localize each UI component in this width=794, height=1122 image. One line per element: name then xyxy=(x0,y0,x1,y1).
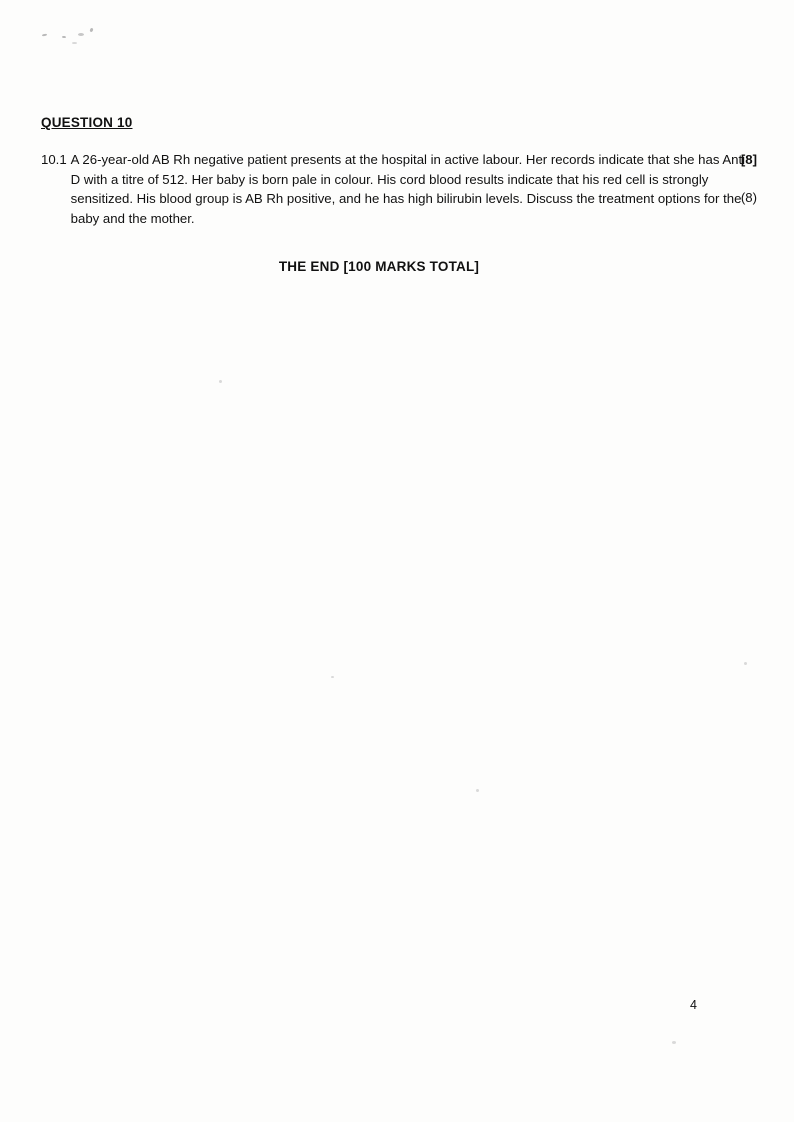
scan-speckle xyxy=(476,789,479,792)
scan-speckle xyxy=(672,1041,676,1044)
page-number: 4 xyxy=(690,998,697,1012)
question-block xyxy=(41,150,757,228)
question-text: A 26-year-old AB Rh negative patient presents at the hospital in active labour. Her records indicate that she has Anti D with a titre of 512. Her baby is born pale in colour. His cord blood results indicate that his red cell is strongly sensitized. His blood group is AB Rh positive, and he has high bilirubin levels. Discuss the treatment options for the baby and the mother. xyxy=(70,152,746,226)
scan-speckle xyxy=(219,380,222,383)
question-row xyxy=(41,150,757,228)
marks-total: [8] xyxy=(740,152,757,167)
marks-sub: (8) xyxy=(740,189,757,205)
scan-speckle xyxy=(744,662,747,665)
scan-speckle xyxy=(331,676,334,678)
end-note xyxy=(0,259,794,274)
marks-column xyxy=(717,150,757,207)
end-note-text: THE END [100 MARKS TOTAL] xyxy=(278,259,480,274)
question-heading: QUESTION 10 xyxy=(41,115,133,130)
scan-artifact-marks xyxy=(40,24,120,48)
question-number: 10.1 xyxy=(41,152,67,167)
